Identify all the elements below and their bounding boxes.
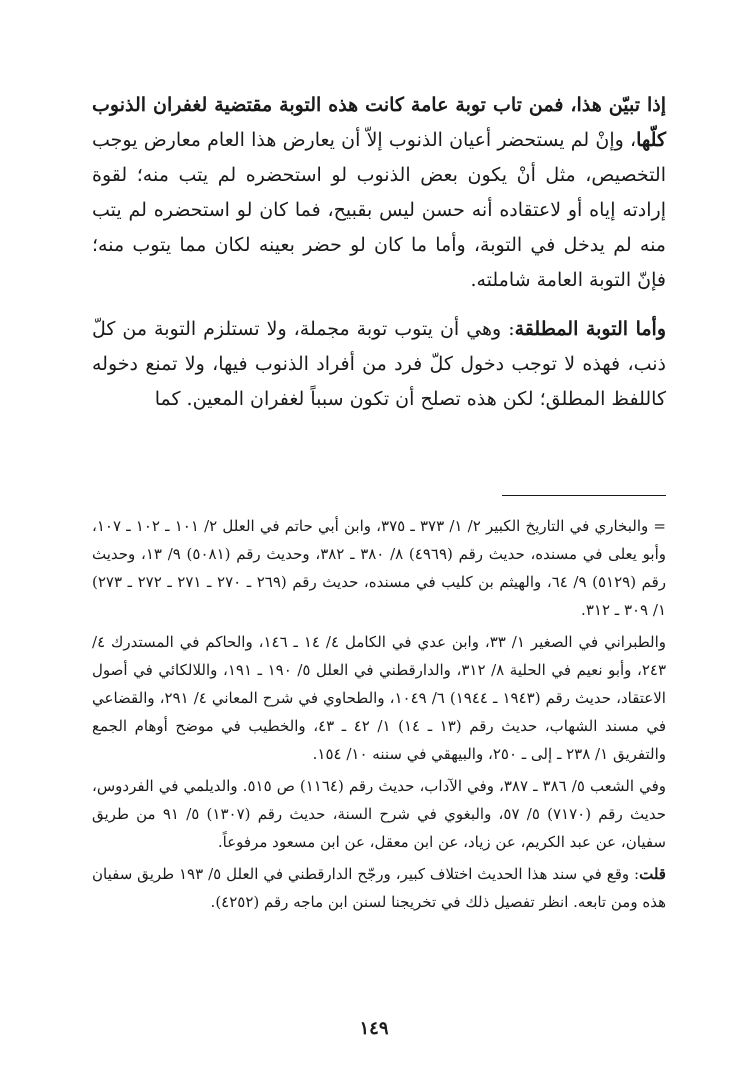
footnote-separator-rule bbox=[502, 495, 666, 496]
main-paragraph-2 bbox=[92, 312, 666, 417]
main-paragraph-1 bbox=[92, 88, 666, 298]
footnote-paragraph-4 bbox=[92, 860, 666, 916]
paragraph-2-text: : وهي أن يتوب توبة مجملة، ولا تستلزم التوبة من كلّ ذنب، فهذه لا توجب دخول كلّ فرد من أفراد الذنوب فيها، ولا تمنع دخوله كاللفظ المطلق؛ لكن هذه تصلح أن تكون سبباً لغفران المعين. كما bbox=[92, 318, 666, 410]
page-number: ١٤٩ bbox=[359, 1018, 389, 1039]
footnote-paragraph-2: والطبراني في الصغير ١/ ٣٣، وابن عدي في الكامل ٤/ ١٤ ـ ١٤٦، والحاكم في المستدرك ٤/ ٢٤٣، وأبو نعيم في الحلية ٨/ ٣١٢، والدارقطني في العلل ٥/ ١٩٠ ـ ١٩١، واللالكائي في أصول الاعتقاد، حديث رقم (١٩٤٣ ـ ١٩٤٤) ٦/ ١٠٤٩، والطحاوي في شرح المعاني ٤/ ٢٩١، والقضاعي في مسند الشهاب، حديث رقم (١٣ ـ ١٤) ١/ ٤٢ ـ ٤٣، والخطيب في موضح أوهام الجمع والتفريق ١/ ٢٣٨ ـ إلى ـ ٢٥٠، والبيهقي في سننه ١٠/ ١٥٤. bbox=[92, 633, 667, 763]
footnote-4-bold-lead: قلت bbox=[639, 865, 666, 883]
footnotes-section bbox=[92, 512, 666, 916]
footnote-paragraph-3: وفي الشعب ٥/ ٣٨٦ ـ ٣٨٧، وفي الآداب، حديث رقم (١١٦٤) ص ٥١٥. والديلمي في الفردوس، حديث رقم (٧١٧٠) ٥/ ٥٧، والبغوي في شرح السنة، حديث رقم (١٣٠٧) ٥/ ٩١ من طريق سفيان، عن عبد الكريم، عن زياد، عن ابن معقل، عن ابن مسعود مرفوعاً. bbox=[92, 777, 667, 851]
footnote-4-text: : وقع في سند هذا الحديث اختلاف كبير، ورجّح الدارقطني في العلل ٥/ ١٩٣ طريق سفيان هذه ومن تابعه. انظر تفصيل ذلك في تخريجنا لسنن ابن ماجه رقم (٤٢٥٢). bbox=[92, 865, 666, 911]
footnote-paragraph-1: = والبخاري في التاريخ الكبير ٢/ ١/ ٣٧٣ ـ ٣٧٥، وابن أبي حاتم في العلل ٢/ ١٠١ ـ ١٠٢ ـ ١٠٧، وأبو يعلى في مسنده، حديث رقم (٤٩٦٩) ٨/ ٣٨٠ ـ ٣٨٢، وحديث رقم (٥٠٨١) ٩/ ١٣، وحديث رقم (٥١٢٩) ٩/ ٦٤، والهيثم بن كليب في مسنده، حديث رقم (٢٦٩ ـ ٢٧٠ ـ ٢٧١ ـ ٢٧٢ ـ ٢٧٣) ١/ ٣٠٩ ـ ٣١٢. bbox=[92, 517, 667, 619]
main-text-body bbox=[92, 88, 666, 417]
paragraph-2-bold-lead: وأما التوبة المطلقة bbox=[514, 318, 666, 340]
paragraph-1-bold-lead: إذا تبيّن هذا، فمن تاب توبة عامة كانت هذه التوبة مقتضية لغفران الذنوب كلّها bbox=[92, 94, 666, 151]
paragraph-1-text: ، وإنْ لم يستحضر أعيان الذنوب إلاّ أن يعارض هذا العام معارض يوجب التخصيص، مثل أنْ يكون بعض الذنوب لو استحضره لم يتب منه؛ لقوة إرادته إياه أو لاعتقاده أنه حسن ليس بقبيح، فما كان لو استحضره لم يتب منه لم يدخل في التوبة، وأما ما كان لو حضر بعينه لكان مما يتوب منه؛ فإنّ التوبة العامة شاملته. bbox=[92, 129, 666, 291]
